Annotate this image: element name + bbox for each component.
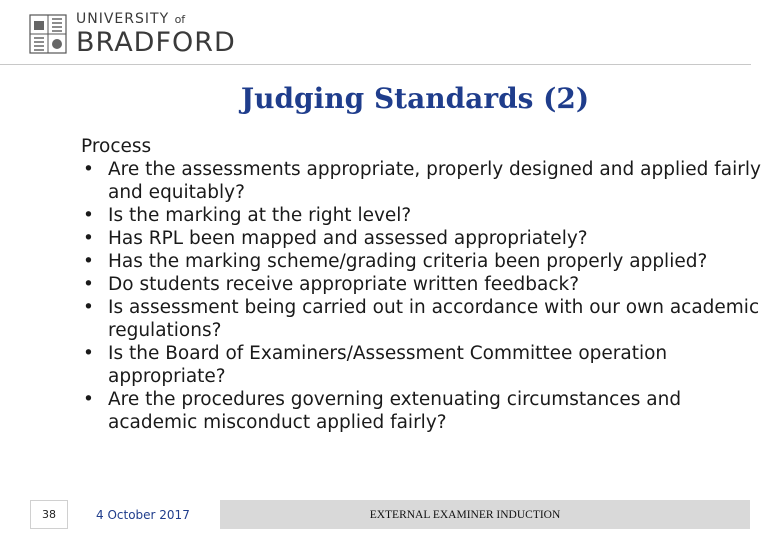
bullet-icon: • (83, 159, 94, 180)
footer-label: EXTERNAL EXAMINER INDUCTION (220, 500, 750, 529)
bullet-text: Are the procedures governing extenuating circumstances and academic misconduct applied fairly? (108, 389, 682, 433)
bullet-item (81, 204, 761, 227)
bullet-text: Is assessment being carried out in accordance with our own academic regulations? (108, 297, 760, 341)
slide-footer (30, 500, 750, 529)
university-crest-icon (28, 13, 68, 55)
slide-body (81, 135, 761, 434)
bullet-text: Do students receive appropriate written feedback? (108, 274, 580, 295)
logo-bradford-text: BRADFORD (76, 27, 236, 58)
bullet-icon: • (83, 343, 94, 364)
bullet-item (81, 296, 761, 342)
section-heading: Process (81, 136, 152, 157)
bullet-item (81, 158, 761, 204)
bullet-icon: • (83, 297, 94, 318)
bullet-icon: • (83, 251, 94, 272)
logo-of-text: of (174, 13, 186, 26)
logo-university-text: UNIVERSITY (76, 11, 170, 27)
bullet-item (81, 273, 761, 296)
bullet-text: Is the Board of Examiners/Assessment Committee operation appropriate? (108, 343, 668, 387)
bullet-item (81, 227, 761, 250)
bullet-item (81, 342, 761, 388)
bullet-text: Has the marking scheme/grading criteria been properly applied? (108, 251, 708, 272)
header-divider (0, 64, 751, 65)
bullet-icon: • (83, 205, 94, 226)
footer-date: 4 October 2017 (68, 500, 220, 529)
bullet-text: Is the marking at the right level? (108, 205, 412, 226)
bullet-icon: • (83, 228, 94, 249)
slide-number: 38 (30, 500, 68, 529)
slide-title: Judging Standards (2) (240, 82, 590, 115)
bullet-item (81, 388, 761, 434)
bullet-text: Has RPL been mapped and assessed appropriately? (108, 228, 588, 249)
bullet-icon: • (83, 389, 94, 410)
bullet-list (81, 158, 761, 434)
bullet-icon: • (83, 274, 94, 295)
bullet-item (81, 250, 761, 273)
bullet-text: Are the assessments appropriate, properly designed and applied fairly and equitably? (108, 159, 761, 203)
university-logo (28, 12, 236, 56)
